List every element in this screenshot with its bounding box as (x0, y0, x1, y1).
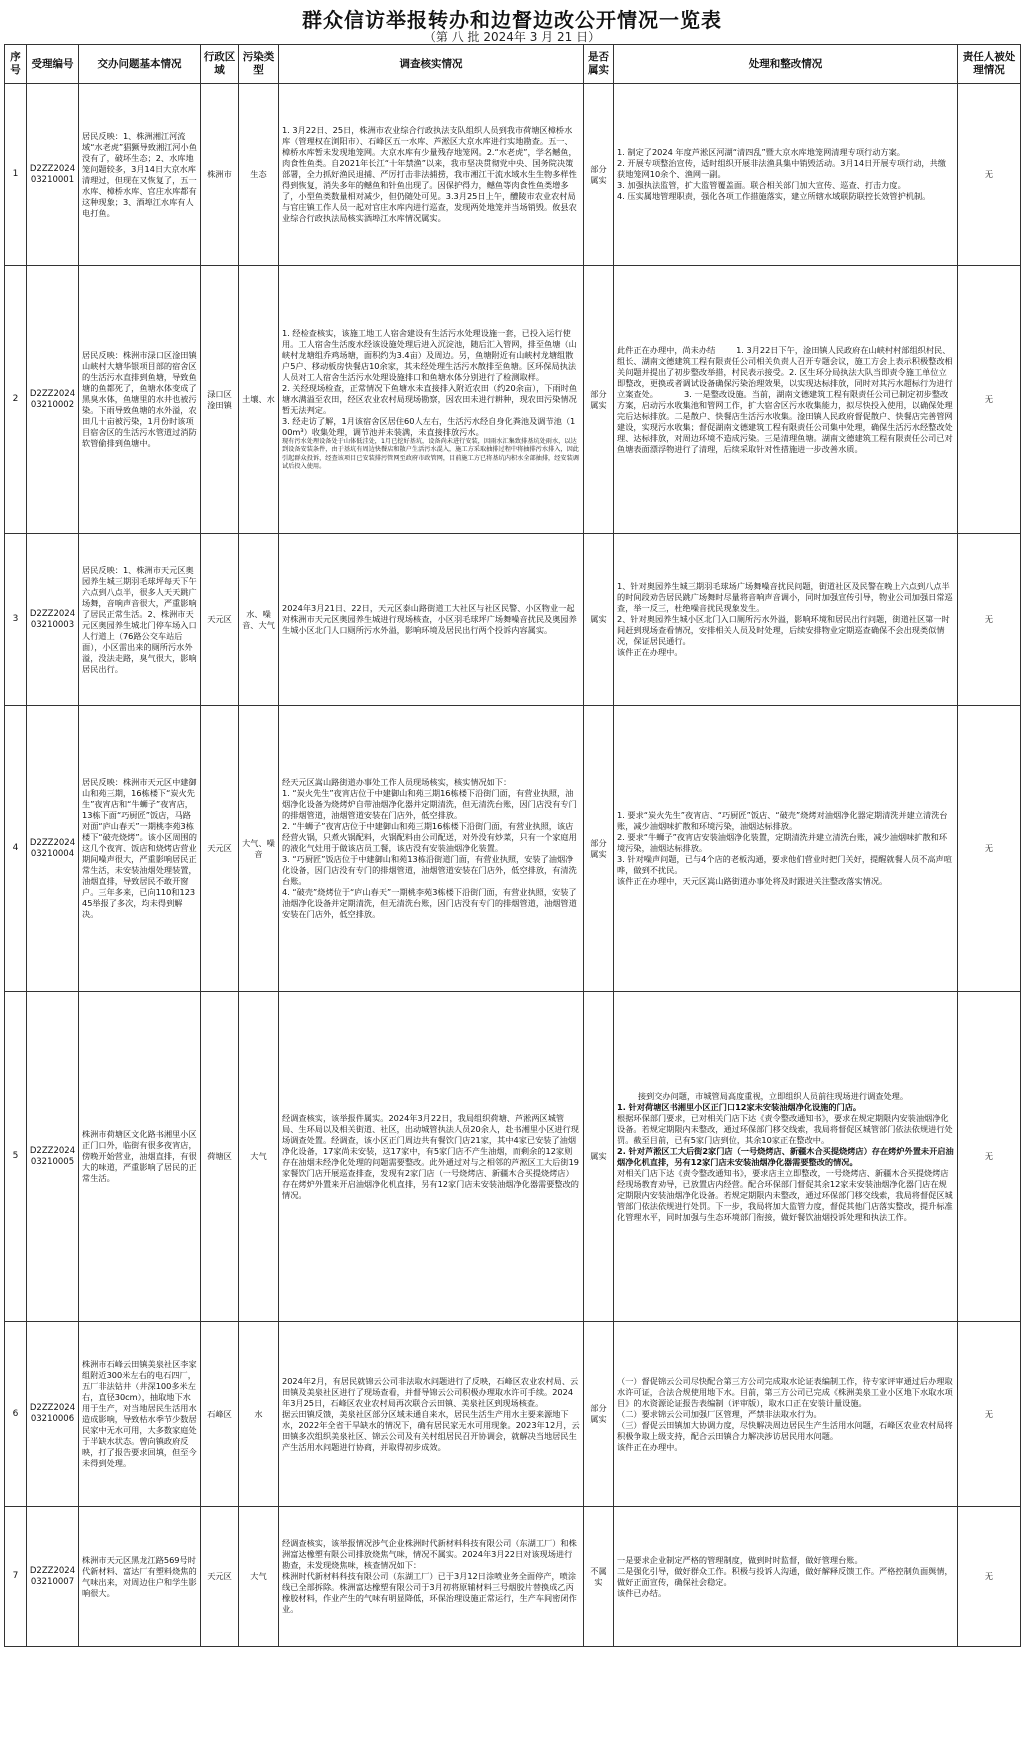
col-header-handling: 处理和整改情况 (614, 45, 958, 84)
row-verified: 属实 (584, 992, 614, 1322)
handling-point-1: 1. 针对荷塘区书湘里小区正门口12家未安装油烟净化设施的门店。 (617, 1101, 862, 1112)
row-type: 水、噪音、大气 (239, 534, 279, 706)
table-row (5, 992, 1021, 1322)
header-row (5, 45, 1021, 84)
table-row (5, 706, 1021, 992)
table-row (5, 1507, 1021, 1647)
row-problem: 居民反映：株洲市天元区中建御山和苑三期，16栋楼下“炭火先生”夜宵店和“牛蛳子”夜宵店，13栋下面“巧厨匠”饭店，马路对面“庐山春天”一期桃李苑3栋楼下“破壳烧烤”。该小区周围的这几个夜宵、饭店和烧烤店营业期间噪声很大，严重影响居民正常生活，未安装油烟处理装置，油烟直排，导致居民不敢开窗户。三年多来，已向110和12345举报了多次，均未得到解决。 (79, 706, 201, 992)
row-verified: 属实 (584, 534, 614, 706)
row-handling: 1. 要求“炭火先生”夜宵店、“巧厨匠”饭店、“破壳”烧烤对油烟净化器定期清洗并建立清洗台账，减少油烟味扩散和环境污染，油烟达标排放。 2. 要求“牛蛳子”夜宵店安装油烟净化装置，定期清洗并建立清洗台账，减少油烟味扩散和环境污染，油烟达标排放。 3. 针对噪声问题，已与4个店的老板沟通，要求他们营业时把门关好，提醒就餐人员不高声喧哗，做到不扰民。 该件正在办理中，天元区嵩山路街道办事处将及时跟进关注整改落实情况。 (614, 706, 958, 992)
handling-point-2: 2. 针对芦淞区工大后街2家门店（一号烧烤店、新疆木合买提烧烤店）存在烤炉外置未开启油烟净化机直排，另有12家门店未安装油烟净化器需要整改的情况。 (617, 1145, 954, 1167)
row-district: 天元区 (201, 1507, 239, 1647)
handling-point-1-detail: 根据环保部门要求，已对相关门店下达《责令整改通知书》，要求在规定期限内安装油烟净化设备。若规定期限内未整改，通过环保部门移交线索，我局将督促区城管部门依法依规进行处罚。截至目前，已有5家门店到位，其余10家正在整改中。 (617, 1112, 953, 1145)
row-district: 渌口区淦田镇 (201, 266, 239, 534)
row-responsible: 无 (958, 992, 1021, 1322)
row-verified: 部分属实 (584, 1322, 614, 1507)
row-verified: 部分属实 (584, 84, 614, 266)
col-header-problem: 交办问题基本情况 (79, 45, 201, 84)
row-responsible: 无 (958, 1322, 1021, 1507)
row-investigation: 经调查核实，该举报件属实。2024年3月22日，我局组织荷塘、芦淞两区城管局、生环局以及相关街道、社区，出动城管执法人员20余人，赴书湘里小区进行现场调查处置。经调查，该小区正门周边共有餐饮门店21家，其中4家已安装了油烟净化设备，17家尚未安装，这17家中，有5家门店不产生油烟，而剩余的12家则存在油烟未经净化处理的问题需要整改。此外通过对与之相邻的芦淞区工大后街19家餐饮门店开展巡查排查，发现有2家门店（一号烧烤店、新疆木合买提烧烤店）存在烤炉外置来开启油烟净化机直排，另有12家门店未安装油烟净化器需要整改的情况。 (279, 992, 584, 1322)
row-investigation: 经调查核实，该举报情况涉气企业株洲时代新材料科技有限公司（东湖工厂）和株洲富达橡塑有限公司排放烧焦气味，情况不属实。2024年3月22日对该现场进行勘查，未发现烧焦味，核查情况如下： 株洲时代新材料科技有限公司（东湖工厂）已于3月12日涂喷业务全面停产，喷涂线已全部拆除。株洲富达橡塑有限公司于3月初将原辅材料三号烟胶片替换成乙丙橡胶材料，作业产生的气味有明显降低，环保治理设施正常运行，生产车间密闭作业。 (279, 1507, 584, 1647)
row-code: D2ZZ202403210007 (27, 1507, 79, 1647)
row-responsible: 无 (958, 1507, 1021, 1647)
handling-intro: 接到交办问题，市城管局高度重视，立即组织人员前往现场进行调查处理。 (617, 1090, 909, 1101)
row-handling: 此件正在办理中，尚未办结 1. 3月22日下午，淦田镇人民政府在山峡村村部组织村民、组长、湖南文德建筑工程有限责任公司相关负责人召开专题会议，施工方会上表示积极整改相关问题并提出了初步整改举措，村民表示接受。2. 区生环分局执法大队当即责令施工单位立即整改，更换或者调试设备确保污染治理效果，以实现达标排放，同时对其污水超标行为进行立案查处。 3. 一是整改设施。当前，湖南文德建筑工程有限责任公司已制定初步整改方案，启动污水收集池和管网工作，扩大宿舍区污水收集能力，拟尽快投入使用，以确保处理完后达标排放。二是散户、快餐店生活污水收集。淦田镇人民政府督促散户、快餐店完善管网建设，实现污水收集；督促湖南文德建筑工程有限责任公司集中处理，确保生活污水经整改处理、达标排放，对周边环境不造成污染。三是清理鱼塘。湖南文德建筑工程有限责任公司已对鱼塘表面漂浮物进行了清理，后续采取针对性措施进一步改善水质。 (614, 266, 958, 534)
row-district: 荷塘区 (201, 992, 239, 1322)
investigation-fine-print: 现有污水处理设备处于山体低洼处，1月已挖好基坑，设备尚未进行安装，因雨水汇集致排基坑处雨水，以达到设备安装条件，由于基坑有周边快餐店和散户生活污水混入，施工方采取抽排过程中将抽排污水排入，因此引起群众投诉，经查该项目已安装排污管网至政府市政管网，目前施工方已将基坑内积水全部抽排，经安装调试后投入使用。 (282, 438, 579, 470)
row-problem: 居民反映：1、株洲湘江河流域“水老虎”猖獗导致湘江河小鱼没有了，破坏生态；2、水库地笼问题较多，3月14日大京水库清理过，但现在又恢复了，五一水库、樟桥水库、官庄水库都有这种现象；3、酒埠江水库有人电打鱼。 (79, 84, 201, 266)
col-header-no: 序号 (5, 45, 27, 84)
col-header-code: 受理编号 (27, 45, 79, 84)
row-problem: 株洲市天元区黑龙江路569号时代新材料、富达厂有塑料烧焦的气味出来，对周边住户和学生影响很大。 (79, 1507, 201, 1647)
row-no: 5 (5, 992, 27, 1322)
row-no: 6 (5, 1322, 27, 1507)
col-header-type: 污染类型 (239, 45, 279, 84)
row-handling: 一是要求企业制定严格的管理制度，做到时时监督，做好管理台账。 二是强化引导，做好群众工作。积极与投诉人沟通，做好解释反馈工作。严格控制负面舆情，做好正面宣传，确保社会稳定。 该件已办结。 (614, 1507, 958, 1647)
row-no: 1 (5, 84, 27, 266)
col-header-responsible: 责任人被处理情况 (958, 45, 1021, 84)
row-investigation: 1. 经检查核实，该施工地工人宿舍建设有生活污水处理设施一套，已投入运行使用。工人宿舍生活废水经该设施处理后进入沉淀池，随后汇入管网，排至鱼塘（山峡村龙塘组乔鸡场塘，面积约为3.4亩）及周边。另，鱼塘附近有山峡村龙塘组散户5户、移动板房快餐店10余家，其未经处理生活污水散排至鱼塘。区环保局执法人员对工人宿舍生活污水处理设施排口和鱼塘水体分别进行了检测取样。 2. 关经现场检查，正常情况下鱼塘水未直接排入附近农田（约20余亩），下雨时鱼塘水满溢至农田，经区农业农村局现场勘察，因农田未进行耕种，现农田污染情况暂无法判定。 3. 经走访了解，1月该宿舍区居住60人左右，生活污水经自身化粪池及调节池（100m³）收集处理，调节池并未装满，未直接排放污水。 现有污水处理设备处于山体低洼处，1月已挖好基坑，设备尚未进行安装，因雨水汇集致排基坑处雨水，以达到设备安装条件，由于基坑有周边快餐店和散户生活污水混入，施工方采取抽排过程中将抽排污水排入，因此引起群众投诉，经查该项目已安装排污管网至政府市政管网，目前施工方已将基坑内积水全部抽排，经安装调试后投入使用。 (279, 266, 584, 534)
row-verified: 不属实 (584, 1507, 614, 1647)
row-problem: 株洲市荷塘区文化路书湘里小区正门口外，临街有很多夜宵店，傍晚开始营业，油烟直排，有很大的味道，严重影响了居民的正常生活。 (79, 992, 201, 1322)
row-problem: 居民反映：1、株洲市天元区奥园养生城三期羽毛球坪每天下午六点到八点半，很多人天天跳广场舞，音响声音很大，严重影响了居民正常生活。2、株洲市天元区奥园养生城北门停车场入口人行道上（76路公交车站后面），小区雷出来的厕所污水外溢，没法走路，臭气很大，影响居民出行。 (79, 534, 201, 706)
row-type: 水 (239, 1322, 279, 1507)
row-district: 石峰区 (201, 1322, 239, 1507)
col-header-investigation: 调查核实情况 (279, 45, 584, 84)
row-no: 4 (5, 706, 27, 992)
row-district: 天元区 (201, 534, 239, 706)
row-code: D2ZZ202403210002 (27, 266, 79, 534)
row-district: 株洲市 (201, 84, 239, 266)
row-district: 天元区 (201, 706, 239, 992)
row-code: D2ZZ202403210001 (27, 84, 79, 266)
batch-date: （第 八 批 2024年 3 月 21 日） (423, 30, 601, 44)
col-header-verified: 是否属实 (584, 45, 614, 84)
col-header-district: 行政区域 (201, 45, 239, 84)
report-table (4, 44, 1021, 1647)
row-type: 土壤、水 (239, 266, 279, 534)
row-investigation: 2024年3月21日、22日，天元区泰山路街道工大社区与社区民警、小区物业一起对株洲市天元区奥园养生城进行现场核查，小区羽毛球坪广场舞噪音扰民及奥园养生城小区北门人口厕所污水外溢，影响环境及居民出行两个投诉内容属实。 (279, 534, 584, 706)
table-row (5, 1322, 1021, 1507)
row-verified: 部分属实 (584, 706, 614, 992)
row-responsible: 无 (958, 266, 1021, 534)
row-code: D2ZZ202403210006 (27, 1322, 79, 1507)
row-type: 生态 (239, 84, 279, 266)
row-handling: 1. 制定了2024 年度芦淞区河湖“清四乱”暨大京水库地笼网清理专项行动方案。 2. 开展专项整治宣传，适时组织开展非法渔具集中销毁活动。3月14日开展专项行动，共缴获地笼网10余个、渔网一副。 3. 加强执法监管，扩大监管覆盖面。联合相关部门加大宣传、巡查、打击力度。 4. 压实属地管理职责，强化各项工作措施落实，建立所辖水域联防联控长效管护机制。 (614, 84, 958, 266)
row-investigation: 经天元区嵩山路街道办事处工作人员现场核实，核实情况如下： 1. “炭火先生”夜宵店位于中建御山和苑三期16栋楼下沿街门面，有营业执照，油烟净化设备为烧烤炉自带油烟净化器并定期清洗，但无清洗台账，因门店没有专门的排烟管道，油烟管道安装在门店外，低空排放。 2. “牛蛳子”夜宵店位于中建御山和苑三期16栋楼下沿街门面，有营业执照，该店经营火锅，只煮火锅配料，火锅配料由公司配送，对外没有炒菜，只有一个家庭用的液化气灶用于做该店员工餐，该店没有安装油烟净化装置。 3. “巧厨匠”饭店位于中建御山和苑13栋沿街道门面，有营业执照，安装了油烟净化设备，因门店没有专门的排烟管道，油烟管道安装在门店外，低空排放，有清洗台账。 4. “破壳”烧烤位于“庐山春天”一期桃李苑3栋楼下沿街门面，有营业执照，安装了油烟净化设备并定期清洗，但无清洗台账，因门店没有专门的排烟管道，油烟管道安装在门店外，低空排放。 (279, 706, 584, 992)
row-handling: 1、针对奥园养生城三期羽毛球场广场舞噪音扰民问题，街道社区及民警在晚上六点到八点半的时间段劝告居民跳广场舞时尽量将音响声音调小，同时加强宣传引导，物业公司加强日常巡查，举一反三，杜绝噪音扰民现象发生。 2、针对奥园养生城小区北门入口厕所污水外溢，影响环境和居民出行问题，街道社区第一时间赶到现场查看情况，安排相关人员及时处理，后续安排物业定期巡查确保不会出现类似情况，保证居民通行。 该件正在办理中。 (614, 534, 958, 706)
row-handling (614, 992, 958, 1322)
table-row (5, 534, 1021, 706)
table-row (5, 266, 1021, 534)
row-investigation: 1. 3月22日、25日，株洲市农业综合行政执法支队组织人员到我市荷塘区樟桥水库（管理权在浏阳市）、石峰区五一水库、芦淞区大京水库进行实地勘查。五一、樟桥水库暂未发现地笼网。大京水库有少量残存地笼网。2.“水老虎”，学名鳡鱼，肉食性鱼类。自2021年长江“十年禁渔”以来，我市坚决贯彻党中央、国务院决策部署，全力抓好渔民退捕、严厉打击非法捕捞，我市湘江干流水域水生生物多样性得到恢复，消失多年的鳡鱼和针鱼出现了。因保护得力，鳡鱼等肉食性鱼类增多了，小型鱼类数量相对减少，但仍随处可见。3.3月25日上午，醴陵市农业农村局与官庄镇工作人员一起对官庄水库内进行巡查，发现两处地笼并当场销毁。攸县农业综合行政执法局核实酒埠江水库情况属实。 (279, 84, 584, 266)
row-handling: （一）督促锦云公司尽快配合第三方公司完成取水论证表编制工作，待专家评审通过后办理取水许可证，合法合规使用地下水。目前，第三方公司已完成《株洲美泉工业小区地下水取水项目》的水资源论证报告表编制（评审版），取水口正在安装计量设施。 （二）要求锦云公司加强厂区管理，严禁非法取水行为。 （三）督促云田镇加大协调力度，尽快解决周边居民生产生活用水问题，石峰区农业农村局将积极争取上级支持，配合云田镇合力解决涉访居民用水问题。 该件正在办理中。 (614, 1322, 958, 1507)
row-code: D2ZZ202403210004 (27, 706, 79, 992)
row-type: 大气 (239, 1507, 279, 1647)
row-problem: 居民反映：株洲市渌口区淦田镇山峡村大塘华银项目部的宿舍区的生活污水直排到鱼塘，导致鱼塘的鱼都死了，鱼塘水体变成了黑臭水体，鱼塘里的水井也被污染。下雨导致鱼塘的水外溢，农田几十亩被污染，1月份时该项目宿舍区的生活污水管道过消防软管偷排到鱼塘中。 (79, 266, 201, 534)
row-type: 大气 (239, 992, 279, 1322)
row-code: D2ZZ202403210003 (27, 534, 79, 706)
row-responsible: 无 (958, 534, 1021, 706)
row-no: 3 (5, 534, 27, 706)
row-type: 大气、噪音 (239, 706, 279, 992)
row-responsible: 无 (958, 84, 1021, 266)
row-no: 2 (5, 266, 27, 534)
row-code: D2ZZ202403210005 (27, 992, 79, 1322)
row-no: 7 (5, 1507, 27, 1647)
table-row (5, 84, 1021, 266)
row-problem: 株洲市石峰云田镇美泉社区李家组附近300米左右的电石四厂，五厂非法钻井（井深100多米左右，直径30cm），抽取地下水用于生产，对当地居民生活用水造成影响，导致枯水季节少数居民家中无水可用，大多数家庭处于半缺水状态。曾向镇政府反映，打了报告要求回填，但至今未得到处理。 (79, 1322, 201, 1507)
page-title: 群众信访举报转办和边督边改公开情况一览表 (302, 8, 722, 32)
row-verified: 部分属实 (584, 266, 614, 534)
handling-point-2-detail: 对相关门店下达《责令整改通知书》，要求店主立即整改，一号烧烤店、新疆木合买提烧烤店经现场教育劝导，已放置店内经营。配合环保部门督促其余12家未安装油烟净化器门店在规定期限内安装油烟净化设备。若规定期限内未整改，通过环保部门移交线索，我局将督促区城管部门依法依规进行处罚。下一步，我局将加大监管力度，督促其他门店落实整改，提升标准化管理水平，同时加强与生态环境部门衔接，做好餐饮油烟投诉处理和执法工作。 (617, 1167, 953, 1222)
row-responsible: 无 (958, 706, 1021, 992)
row-investigation: 2024年2月，有居民就锦云公司非法取水问题进行了反映，石峰区农业农村局、云田镇及美泉社区进行了现场查看，并督导锦云公司积极办理取水许可手续。2024年3月25日，石峰区农业农村局再次联合云田镇、美泉社区到现场核查。 据云田镇反馈，美泉社区部分区域未通自来水，居民生活生产用水主要来源地下水，2022年全省干旱缺水的情况下，确有居民家无水可用现象。2023年12月，云田镇多次组织美泉社区、锦云公司及有关村组居民召开协调会，就解决当地居民生产生活用水问题进行协商，并取得初步成效。 (279, 1322, 584, 1507)
